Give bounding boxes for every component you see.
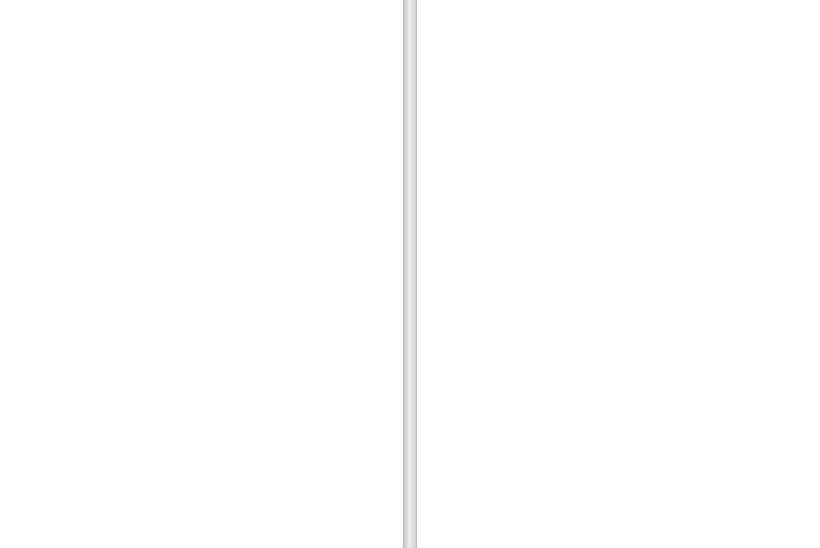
book-gutter xyxy=(404,0,416,548)
right-running-head xyxy=(457,6,784,22)
left-page xyxy=(0,0,404,548)
right-page xyxy=(416,0,820,548)
right-text-block xyxy=(457,40,786,298)
left-text-block xyxy=(34,26,355,526)
left-running-head xyxy=(40,6,317,22)
